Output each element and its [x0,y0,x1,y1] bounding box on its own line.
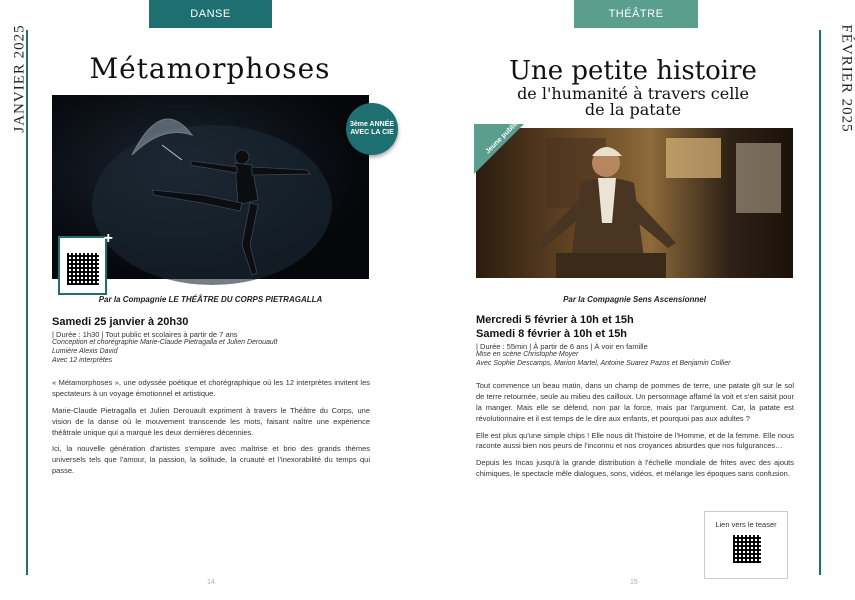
show-date: Samedi 25 janvier à 20h30 [52,316,189,328]
plus-icon: + [103,230,113,247]
company-credit: Par la Compagnie LE THÉÂTRE DU CORPS PIETRAGALLA [98,295,323,304]
category-tab-theatre: THÉÂTRE [574,0,698,28]
description-paragraph: Elle est plus qu'une simple chips ! Elle nous dit l'histoire de l'Homme, et de la femme. Elle nous raconte aussi bien nos peurs de l'inconnu et nos croyances absurdes que nos fulgurances… [476,430,794,451]
description-paragraph: Marie-Claude Pietragalla et Julien Derouault expriment à travers le Théâtre du Corps, une vision de la danse où le mouvement transcende les mots, faisant naître une expérience théâtrale unique qui a marqué les deux dernières décennies. [52,405,370,437]
qr-code-icon[interactable] [733,535,761,563]
jeune-public-ribbon [474,120,534,184]
show-title [473,58,793,118]
company-credit: Par la Compagnie Sens Ascensionnel [563,295,706,304]
show-meta: | Durée : 1h30 | Tout public et scolaires à partir de 7 ans [52,329,238,339]
description-paragraph: Ici, la nouvelle génération d'artistes s'empare avec maîtrise et brio des grands thèmes universels tels que l'amour, la passion, la solitude, la cruauté et l'inexorabilité du temps qui passe. [52,444,370,476]
title-line-1: Une petite histoire [509,56,757,86]
description-paragraph: « Métamorphoses », une odyssée poétique et chorégraphique où les 12 interprètes invitent les spectateurs à un voyage émotionnel et artistique. [52,378,370,398]
show-description [52,378,370,483]
show-info [52,316,372,365]
badge-line-2: AVEC LA CIE [350,129,394,136]
en-savoir-qr-box[interactable] [58,230,113,295]
ribbon-label: Jeune public [484,120,520,156]
page-number: 14 [207,579,215,586]
show-description [476,381,794,486]
badge-line-1: 3ème ANNÉE [349,120,395,128]
credit-line: Avec Sophie Descamps, Marion Martel, Antoine Suarez Pazos et Benjamin Collier [476,359,731,367]
page-number: 15 [630,579,638,586]
description-paragraph: Tout commence un beau matin, dans un champ de pommes de terre, une patate gît sur le sol de terre retournée, seule au milieu des cailloux. Un personnage affamé la voit et s'en saisit pour la manger. Mais elle se défend, non par la force, mais par l'argument. Car, la patate est révolutionnaire et il est temps de le dire aux enfants, et pourquoi pas aux adultes ? [476,381,794,423]
description-paragraph: Depuis les Incas jusqu'à la grande distribution à l'échelle mondiale de frites avec des ajouts chimiques, le spectacle mêle dialogues, sons, vidéos, et mélange les époques sans confusion. [476,458,794,479]
show-date: Mercredi 5 février à 10h et 15h [476,314,634,326]
credit-line: Conception et chorégraphie Marie-Claude Pietragalla et Julien Derouault [52,339,278,347]
teaser-label: Lien vers le teaser [715,520,777,529]
credit-line: Avec 12 interprètes [52,356,113,364]
show-meta: | Durée : 55min | À partir de 6 ans | À voir en famille [476,341,648,351]
qr-code-icon[interactable] [67,253,99,285]
teaser-qr-box[interactable] [704,511,788,579]
show-date: Samedi 8 février à 10h et 15h [476,327,628,340]
credit-line: Mise en scène Christophe Moyer [476,350,579,358]
credit-line: Lumière Alexis David [52,347,118,355]
left-page [0,0,423,600]
title-line-3: de la patate [584,100,682,119]
month-label: JANVIER 2025 [11,24,28,133]
title-line-2: de l'humanité à travers celle [517,84,749,103]
en-savoir-label: EN SAVOIR [60,237,102,246]
category-tab-danse: DANSE [149,0,272,28]
right-page [423,0,855,600]
season-badge [346,103,398,155]
show-title: Métamorphoses [89,52,331,85]
side-rule [819,30,821,575]
show-info [476,314,796,368]
month-label: FÉVRIER 2025 [838,24,855,133]
